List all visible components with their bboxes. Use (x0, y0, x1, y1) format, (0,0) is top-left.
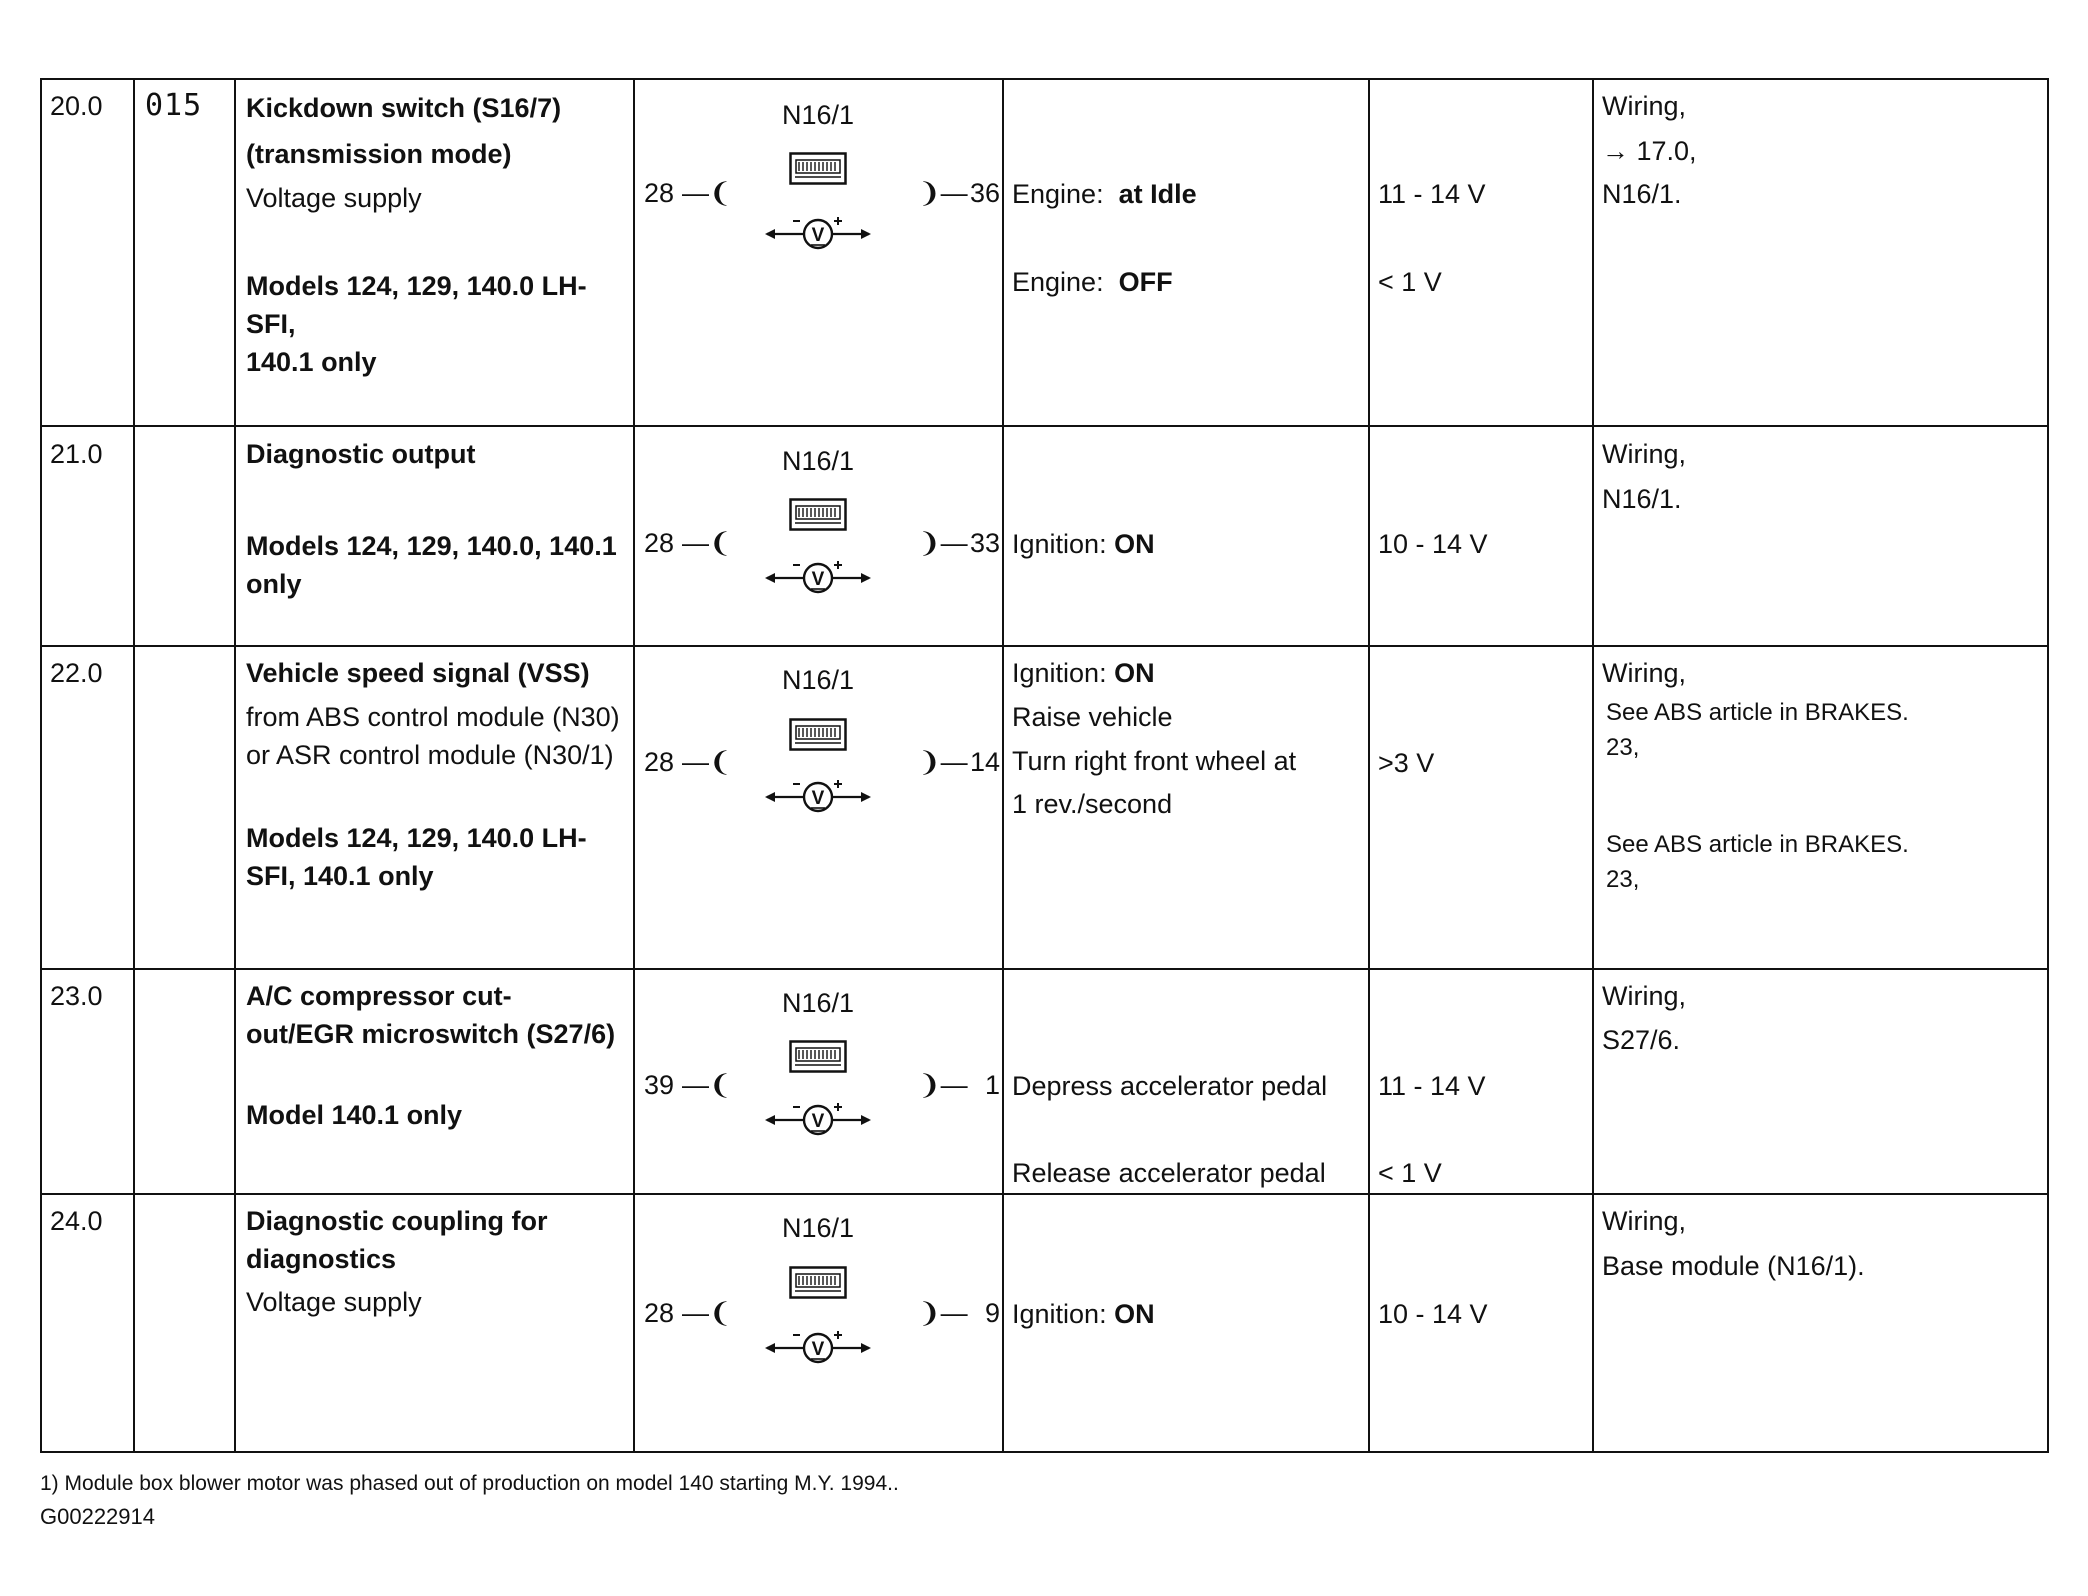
connector-icon (789, 718, 847, 751)
condition-text: Engine: (1012, 179, 1119, 209)
test-description-line: Model 140.1 only (246, 1100, 463, 1130)
test-step-number: 23.0 (50, 981, 103, 1011)
test-description-line: Voltage supply (246, 1287, 422, 1317)
test-description-line: (transmission mode) (246, 139, 512, 169)
table-border-vertical (40, 78, 42, 1453)
lead-right-icon: ❩— (918, 1298, 968, 1328)
pin-left: 39 (644, 1070, 675, 1100)
voltmeter-icon (763, 1092, 873, 1140)
connector-icon (789, 498, 847, 531)
lead-right-icon: ❩— (918, 178, 968, 208)
remedy-line: Wiring, (1602, 1206, 1687, 1236)
test-step-number: 21.0 (50, 439, 103, 469)
pin-left: 28 (644, 178, 675, 208)
nominal-value: >3 V (1378, 748, 1435, 778)
lead-right-icon: ❩— (918, 1070, 968, 1100)
condition-text: Depress accelerator pedal (1012, 1071, 1328, 1101)
footnote-text: Module box blower motor was phased out of production on model 140 starting M.Y. 1994.. (64, 1472, 899, 1495)
test-description-line: or ASR control module (N30/1) (246, 740, 614, 770)
nominal-value: < 1 V (1378, 267, 1442, 297)
nominal-value: 11 - 14 V (1378, 179, 1486, 209)
test-description-line: from ABS control module (N30) (246, 702, 620, 732)
remedy-line: Wiring, (1602, 439, 1687, 469)
nominal-value: < 1 V (1378, 1158, 1442, 1188)
table-border-horizontal (40, 1193, 2049, 1195)
condition-value: ON (1114, 1299, 1155, 1329)
test-step-number: 20.0 (50, 91, 103, 121)
test-condition (1012, 1068, 1327, 1104)
pin-right: 33 (969, 528, 1000, 558)
test-condition (1012, 655, 1155, 691)
table-border-vertical (2047, 78, 2049, 1453)
test-condition (1012, 786, 1172, 822)
footnote-marker: 1) (40, 1472, 59, 1495)
condition-value: ON (1114, 658, 1155, 688)
condition-text: Ignition: (1012, 658, 1115, 688)
test-description-line: diagnostics (246, 1244, 397, 1274)
figure-id: G00222914 (40, 1504, 155, 1529)
table-border-vertical (1368, 78, 1370, 1453)
lead-left-icon: —❨ (682, 178, 732, 208)
pin-right: 14 (969, 747, 1000, 777)
condition-text: Release accelerator pedal (1012, 1158, 1326, 1188)
remedy-line: Wiring, (1602, 91, 1687, 121)
lead-left-icon: —❨ (682, 747, 732, 777)
connector-icon (789, 152, 847, 185)
test-description-line: A/C compressor cut- (246, 981, 512, 1011)
condition-text: Engine: (1012, 267, 1119, 297)
test-description-line: Diagnostic output (246, 439, 476, 469)
test-condition (1012, 1155, 1326, 1191)
module-label: N16/1 (781, 100, 855, 130)
test-condition (1012, 1296, 1155, 1332)
svg-text:V: V (811, 1111, 825, 1132)
condition-value: ON (1114, 529, 1155, 559)
remedy-line: Wiring, (1602, 981, 1687, 1011)
table-border-vertical (234, 78, 236, 1453)
remedy-line: N16/1. (1602, 179, 1682, 209)
test-description-line: Voltage supply (246, 183, 422, 213)
lead-left-icon: —❨ (682, 1070, 732, 1100)
svg-text:V: V (811, 225, 825, 246)
pin-left: 28 (644, 747, 675, 777)
pin-left: 28 (644, 528, 675, 558)
remedy-line: S27/6. (1602, 1025, 1681, 1055)
table-border-horizontal (40, 425, 2049, 427)
test-description-line: SFI, 140.1 only (246, 861, 434, 891)
svg-text:V: V (811, 788, 825, 809)
remedy-line: See ABS article in BRAKES. (1606, 831, 1909, 858)
test-description-line: Models 124, 129, 140.0 LH- (246, 271, 587, 301)
remedy-line: → 17.0, (1602, 136, 1697, 166)
table-border-vertical (133, 78, 135, 1453)
test-condition (1012, 526, 1155, 562)
test-condition (1012, 743, 1296, 779)
test-condition (1012, 699, 1173, 735)
test-description-line: out/EGR microswitch (S27/6) (246, 1019, 616, 1049)
footnote (40, 1470, 899, 1498)
test-step-number: 24.0 (50, 1206, 103, 1236)
nominal-value: 10 - 14 V (1378, 529, 1488, 559)
remedy-line: 23, (1606, 734, 1640, 761)
svg-text:V: V (811, 1339, 825, 1360)
pin-right: 1 (984, 1070, 1000, 1100)
pin-right: 36 (969, 178, 1000, 208)
svg-text:V: V (811, 569, 825, 590)
remedy-line: 23, (1606, 866, 1640, 893)
table-border-vertical (1592, 78, 1594, 1453)
table-border-horizontal (40, 78, 2049, 80)
pin-right: 9 (984, 1298, 1000, 1328)
condition-value: OFF (1118, 267, 1173, 297)
condition-text: Raise vehicle (1012, 702, 1173, 732)
condition-text: 1 rev./second (1012, 789, 1173, 819)
pin-left: 28 (644, 1298, 675, 1328)
module-label: N16/1 (781, 665, 855, 695)
table-border-horizontal (40, 968, 2049, 970)
remedy-line: Base module (N16/1). (1602, 1251, 1865, 1281)
module-label: N16/1 (781, 1213, 855, 1243)
test-step-number: 22.0 (50, 658, 103, 688)
test-description-line: Kickdown switch (S16/7) (246, 93, 562, 123)
table-border-horizontal (40, 1451, 2049, 1453)
condition-text: Ignition: (1012, 529, 1115, 559)
test-description-line: Diagnostic coupling for (246, 1206, 548, 1236)
test-description-line: SFI, (246, 309, 296, 339)
condition-text: Turn right front wheel at (1012, 746, 1297, 776)
test-description-line: 140.1 only (246, 347, 377, 377)
table-border-vertical (1002, 78, 1004, 1453)
condition-text: Ignition: (1012, 1299, 1115, 1329)
test-condition (1012, 264, 1173, 300)
test-description-line: only (246, 569, 302, 599)
module-label: N16/1 (781, 988, 855, 1018)
test-description-line: Models 124, 129, 140.0, 140.1 (246, 531, 617, 561)
lead-left-icon: —❨ (682, 528, 732, 558)
module-label: N16/1 (781, 446, 855, 476)
table-border-horizontal (40, 645, 2049, 647)
voltmeter-icon (763, 769, 873, 817)
table-border-vertical (633, 78, 635, 1453)
test-description-line: Models 124, 129, 140.0 LH- (246, 823, 587, 853)
voltmeter-icon (763, 550, 873, 598)
lead-right-icon: ❩— (918, 747, 968, 777)
voltmeter-icon (763, 1320, 873, 1368)
remedy-line: See ABS article in BRAKES. (1606, 699, 1909, 726)
fault-code: 015 (145, 88, 203, 123)
nominal-value: 10 - 14 V (1378, 1299, 1488, 1329)
condition-value: at Idle (1118, 179, 1197, 209)
remedy-line: N16/1. (1602, 484, 1682, 514)
lead-right-icon: ❩— (918, 528, 968, 558)
nominal-value: 11 - 14 V (1378, 1071, 1486, 1101)
connector-icon (789, 1040, 847, 1073)
voltmeter-icon (763, 206, 873, 254)
remedy-line: Wiring, (1602, 658, 1687, 688)
test-condition (1012, 176, 1197, 212)
lead-left-icon: —❨ (682, 1298, 732, 1328)
test-description-line: Vehicle speed signal (VSS) (246, 658, 590, 688)
connector-icon (789, 1266, 847, 1299)
